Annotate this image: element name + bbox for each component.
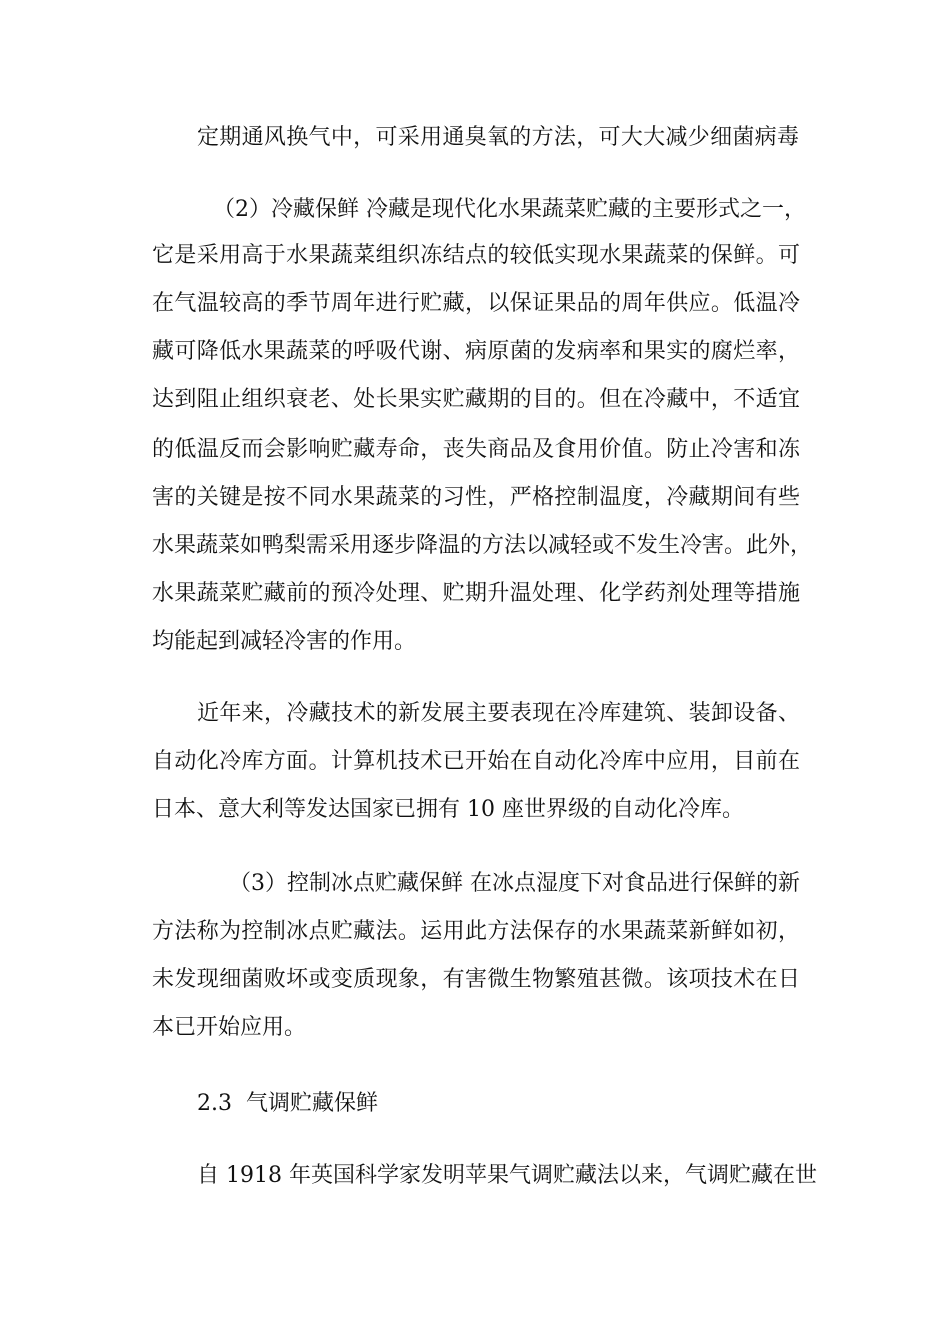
text-line: 本已开始应用。: [152, 1015, 307, 1040]
text-line: 自 1918 年英国科学家发明苹果气调贮藏法以来，气调贮藏在世: [197, 1163, 817, 1188]
text-line: 的低温反而会影响贮藏寿命，丧失商品及食用价值。防止冷害和冻: [152, 437, 800, 462]
text-line: 藏可降低水果蔬菜的呼吸代谢、病原菌的发病率和果实的腐烂率，: [152, 339, 800, 364]
text-line: 定期通风换气中，可采用通臭氧的方法，可大大减少细菌病毒: [197, 125, 799, 150]
text-line: 日本、意大利等发达国家已拥有 10 座世界级的自动化冷库。: [152, 797, 744, 822]
text-line: 水果蔬菜如鸭梨需采用逐步降温的方法以减轻或不发生冷害。此外，: [152, 533, 813, 558]
text-line: （3）控制冰点贮藏保鲜 在冰点湿度下对食品进行保鲜的新: [229, 871, 800, 896]
text-line: 害的关键是按不同水果蔬菜的习性，严格控制温度，冷藏期间有些: [152, 485, 800, 510]
section-heading: 2.3 气调贮藏保鲜: [197, 1091, 378, 1116]
text-line: 自动化冷库方面。计算机技术已开始在自动化冷库中应用，目前在: [152, 749, 800, 774]
text-line: 在气温较高的季节周年进行贮藏，以保证果品的周年供应。低温冷: [152, 291, 800, 316]
text-line: 水果蔬菜贮藏前的预冷处理、贮期升温处理、化学药剂处理等措施: [152, 581, 800, 606]
text-line: 它是采用高于水果蔬菜组织冻结点的较低实现水果蔬菜的保鲜。可: [152, 243, 800, 268]
text-line: （2）冷藏保鲜 冷藏是现代化水果蔬菜贮藏的主要形式之一，: [213, 197, 806, 222]
text-line: 均能起到减轻冷害的作用。: [152, 629, 417, 654]
text-line: 近年来，冷藏技术的新发展主要表现在冷库建筑、装卸设备、: [197, 701, 800, 726]
text-line: 达到阻止组织衰老、处长果实贮藏期的目的。但在冷藏中，不适宜: [152, 387, 800, 412]
text-line: 未发现细菌败坏或变质现象，有害微生物繁殖甚微。该项技术在日: [152, 967, 800, 992]
text-line: 方法称为控制冰点贮藏法。运用此方法保存的水果蔬菜新鲜如初，: [152, 919, 800, 944]
